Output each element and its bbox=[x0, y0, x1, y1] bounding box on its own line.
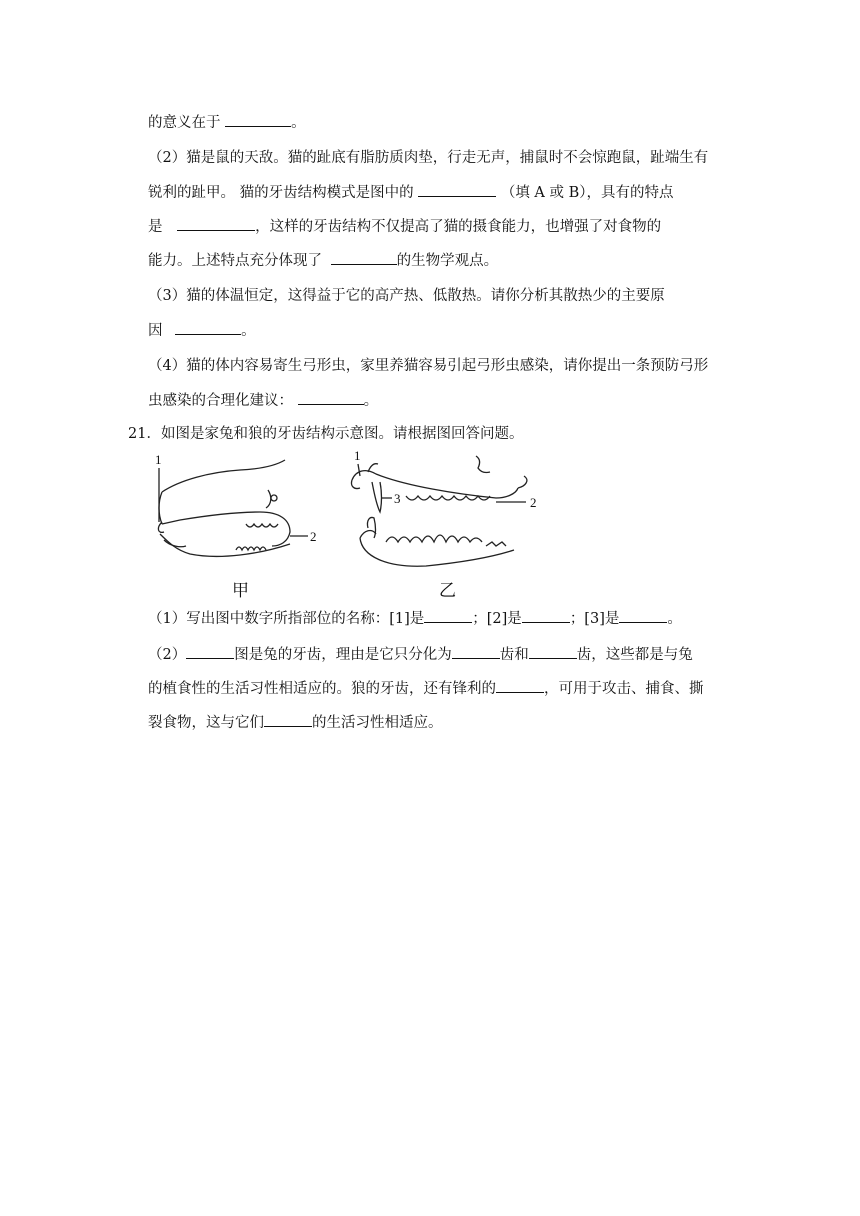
label-2: 2 bbox=[310, 529, 317, 544]
q20-p3-line1: （3）猫的体温恒定，这得益于它的高产热、低散热。请你分析其散热少的主要原 bbox=[148, 288, 665, 304]
q20-p1-tail: 的意义在于 。 bbox=[148, 112, 306, 133]
q20-p2-line3: 是 ，这样的牙齿结构不仅提高了猫的摄食能力，也增强了对食物的 bbox=[148, 216, 661, 237]
answer-blank[interactable] bbox=[522, 608, 570, 623]
q21-s2-line1: （2） 图是兔的牙齿，理由是它只分化为 齿和 齿，这些都是与兔 bbox=[148, 644, 693, 665]
answer-blank[interactable] bbox=[264, 712, 312, 727]
answer-blank[interactable] bbox=[529, 644, 577, 659]
label-3: 3 bbox=[394, 491, 401, 506]
q20-p2-line1: （2）猫是鼠的天敌。猫的趾底有脂肪质肉垫，行走无声，捕鼠时不会惊跑鼠，趾端生有 bbox=[148, 150, 709, 166]
answer-blank[interactable] bbox=[186, 644, 234, 659]
answer-blank[interactable] bbox=[298, 390, 364, 405]
q21-s1: （1）写出图中数字所指部位的名称：[1]是 ；[2]是 ；[3]是 。 bbox=[148, 608, 682, 629]
answer-blank[interactable] bbox=[175, 320, 241, 335]
answer-blank[interactable] bbox=[619, 608, 667, 623]
q21-s2-line2: 的植食性的生活习性相适应的。狼的牙齿，还有锋利的 ，可用于攻击、捕食、撕 bbox=[148, 678, 704, 699]
answer-blank[interactable] bbox=[424, 608, 472, 623]
answer-blank[interactable] bbox=[452, 644, 500, 659]
q20-p4-line2: 虫感染的合理化建议： 。 bbox=[148, 390, 378, 411]
q21-s2-line3: 裂食物，这与它们 的生活习性相适应。 bbox=[148, 712, 443, 733]
figure-caption-jia: 甲 bbox=[232, 581, 249, 601]
wolf-skull-figure bbox=[346, 446, 546, 570]
label-1: 1 bbox=[155, 452, 162, 467]
rabbit-skull-figure bbox=[150, 450, 330, 570]
q21-stem: 21．如图是家兔和狼的牙齿结构示意图。请根据图回答问题。 bbox=[128, 426, 524, 442]
answer-blank[interactable] bbox=[177, 216, 255, 231]
figure-caption-yi: 乙 bbox=[439, 581, 456, 601]
label-2: 2 bbox=[530, 495, 537, 510]
answer-blank[interactable] bbox=[331, 250, 397, 265]
q20-p2-line2: 锐利的趾甲。 猫的牙齿结构模式是图中的 （填 A 或 B），具有的特点 bbox=[148, 182, 674, 203]
q20-p3-line2: 因 。 bbox=[148, 320, 256, 341]
answer-blank[interactable] bbox=[225, 112, 291, 127]
q20-p2-line4: 能力。上述特点充分体现了 的生物学观点。 bbox=[148, 250, 498, 271]
answer-blank[interactable] bbox=[418, 182, 496, 197]
label-1: 1 bbox=[354, 448, 361, 463]
answer-blank[interactable] bbox=[496, 678, 544, 693]
q20-p4-line1: （4）猫的体内容易寄生弓形虫，家里养猫容易引起弓形虫感染，请你提出一条预防弓形 bbox=[148, 358, 709, 374]
